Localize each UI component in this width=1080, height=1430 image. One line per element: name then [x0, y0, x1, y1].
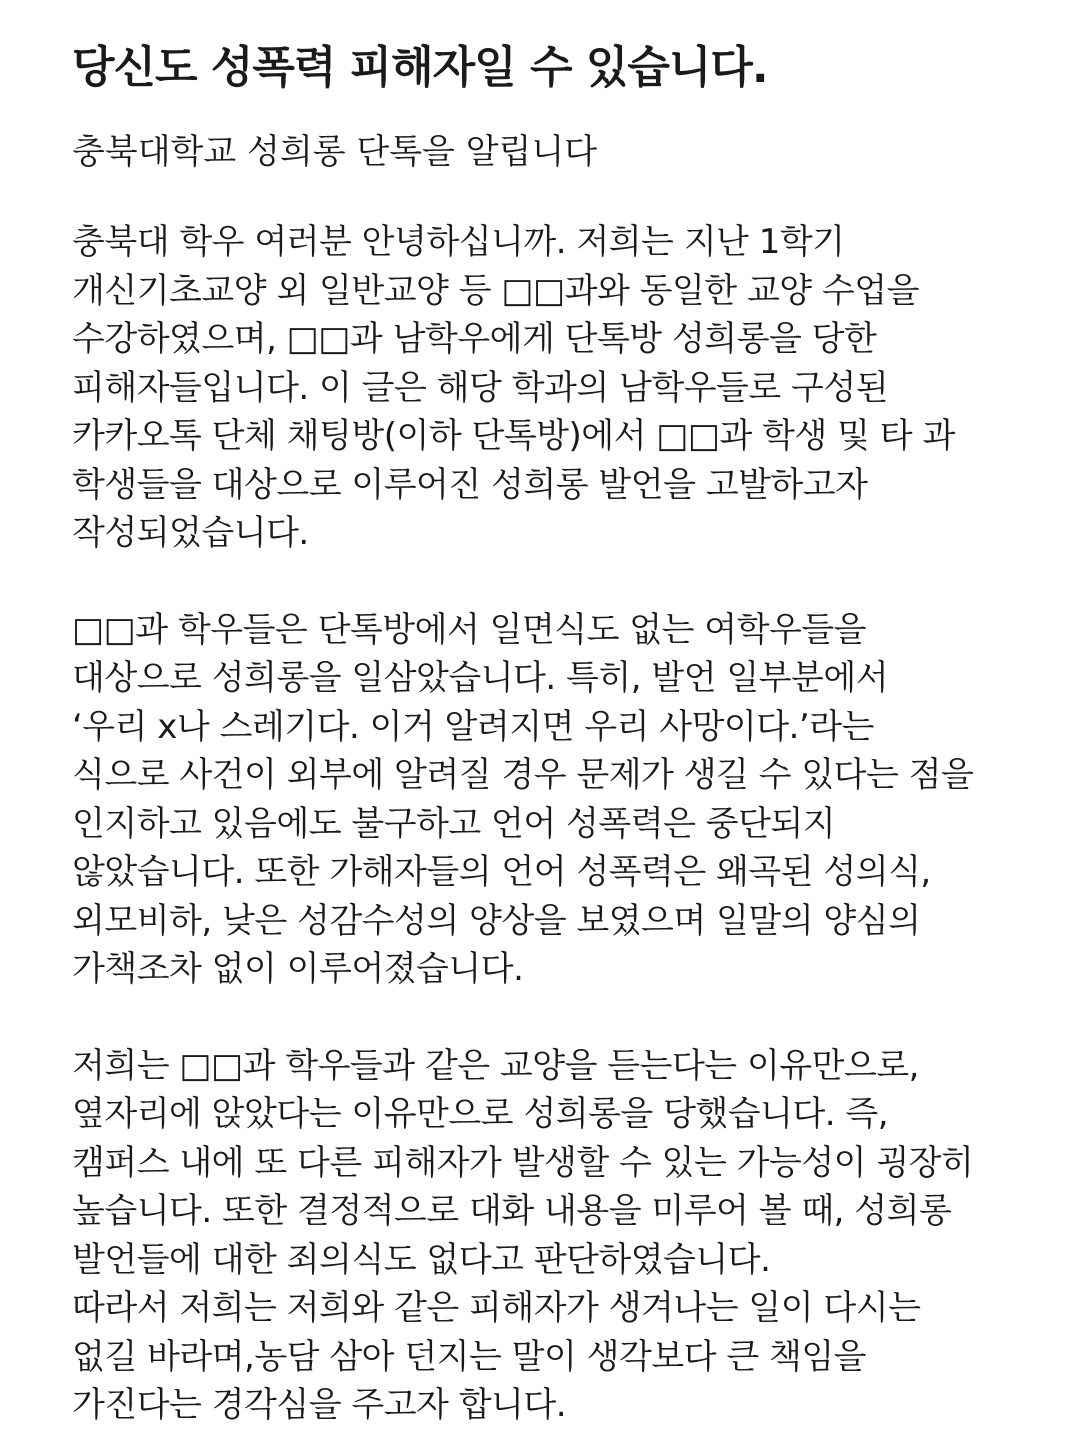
text-line: 가책조차 없이 이루어졌습니다.: [72, 949, 524, 989]
text-line: 높습니다. 또한 결정적으로 대화 내용을 미루어 볼 때, 성희롱: [72, 1191, 952, 1231]
text-line: 학생들을 대상으로 이루어진 성희롱 발언을 고발하고자: [72, 464, 868, 505]
text-line: 캠퍼스 내에 또 다른 피해자가 발생할 수 있는 가능성이 굉장히: [72, 1142, 974, 1183]
paragraph-intro: [72, 218, 1032, 558]
text-line: ‘우리 x나 스레기다. 이거 알려지면 우리 사망이다.’라는: [72, 706, 874, 747]
page-subtitle: 충북대학교 성희롱 단톡을 알립니다: [72, 132, 598, 172]
text-line: 옆자리에 앉았다는 이유만으로 성희롱을 당했습니다. 즉,: [72, 1094, 889, 1134]
text-line: 작성되었습니다.: [72, 513, 309, 553]
text-line: 가진다는 경각심을 주고자 합니다.: [72, 1385, 567, 1425]
text-line: 피해자들입니다. 이 글은 해당 학과의 남학우들로 구성된: [72, 367, 889, 408]
text-line: 카카오톡 단체 채팅방(이하 단톡방)에서 □□과 학생 및 타 과: [72, 416, 955, 456]
page-title: 당신도 성폭력 피해자일 수 있습니다.: [72, 42, 768, 93]
paragraph-conclusion: [72, 1042, 1032, 1430]
text-line: 외모비하, 낮은 성감수성의 양상을 보였으며 일말의 양심의: [72, 900, 921, 941]
text-line: 않았습니다. 또한 가해자들의 언어 성폭력은 왜곡된 성의식,: [72, 852, 931, 892]
text-line: 수강하였으며, □□과 남학우에게 단톡방 성희롱을 당한: [72, 319, 877, 359]
text-line: 없길 바라며,농담 삼아 던지는 말이 생각보다 큰 책임을: [72, 1336, 867, 1377]
text-line: 인지하고 있음에도 불구하고 언어 성폭력은 중단되지: [72, 803, 836, 844]
text-line: 대상으로 성희롱을 일삼았습니다. 특히, 발언 일부분에서: [72, 658, 889, 698]
text-line: 발언들에 대한 죄의식도 없다고 판단하였습니다.: [72, 1239, 771, 1280]
text-line: 충북대 학우 여러분 안녕하십니까. 저희는 지난 1학기: [72, 222, 845, 262]
text-line: 개신기초교양 외 일반교양 등 □□과와 동일한 교양 수업을: [72, 270, 919, 311]
text-line: 저희는 □□과 학우들과 같은 교양을 듣는다는 이유만으로,: [72, 1045, 919, 1086]
text-line: 식으로 사건이 외부에 알려질 경우 문제가 생길 수 있다는 점을: [72, 755, 974, 795]
document-page: [72, 28, 1032, 1430]
paragraph-incident: [72, 606, 1032, 994]
text-line: □□과 학우들은 단톡방에서 일면식도 없는 여학우들을: [72, 609, 867, 650]
text-line: 따라서 저희는 저희와 같은 피해자가 생겨나는 일이 다시는: [72, 1288, 921, 1328]
